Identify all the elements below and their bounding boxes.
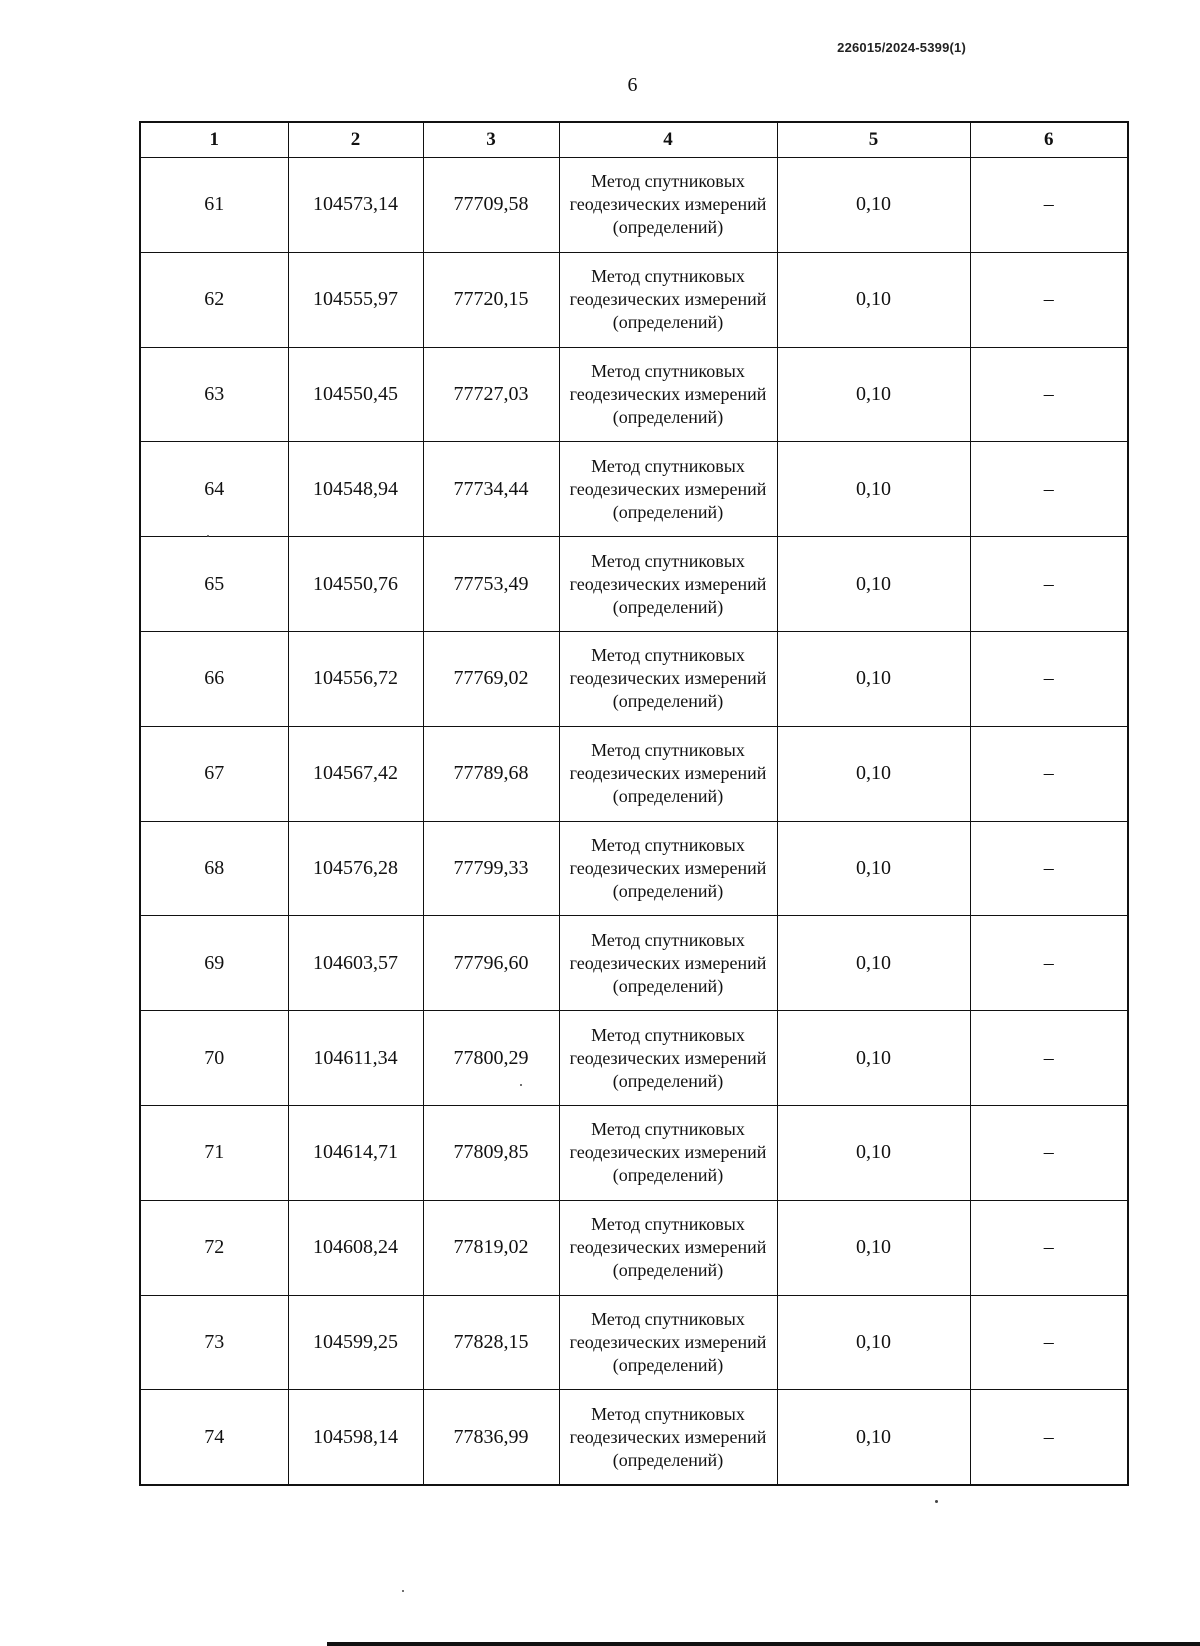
- cell-point-number: 63: [140, 347, 288, 442]
- cell-method: Метод спутниковых геодезических измерений (определений): [559, 631, 777, 726]
- cell-x-coordinate: 104550,45: [288, 347, 423, 442]
- cell-note: –: [970, 1390, 1128, 1485]
- cell-accuracy: 0,10: [777, 1011, 970, 1106]
- table-row: [140, 726, 1128, 821]
- cell-point-number: 68: [140, 821, 288, 916]
- cell-y-coordinate: 77828,15: [423, 1295, 559, 1390]
- cell-note: –: [970, 537, 1128, 632]
- cell-x-coordinate: 104599,25: [288, 1295, 423, 1390]
- cell-point-number: 66: [140, 631, 288, 726]
- cell-method: Метод спутниковых геодезических измерений (определений): [559, 1390, 777, 1485]
- table-row: [140, 347, 1128, 442]
- cell-point-number: 65: [140, 537, 288, 632]
- coordinates-table-container: [139, 121, 1127, 1486]
- page-number: 6: [627, 74, 638, 96]
- cell-point-number: 71: [140, 1105, 288, 1200]
- cell-method: Метод спутниковых геодезических измерений (определений): [559, 158, 777, 253]
- cell-method: Метод спутниковых геодезических измерений (определений): [559, 347, 777, 442]
- cell-x-coordinate: 104555,97: [288, 252, 423, 347]
- cell-method: Метод спутниковых геодезических измерений (определений): [559, 1105, 777, 1200]
- column-header-3: 3: [423, 122, 559, 158]
- cell-x-coordinate: 104603,57: [288, 916, 423, 1011]
- table-row: [140, 442, 1128, 537]
- table-row: [140, 1295, 1128, 1390]
- cell-note: –: [970, 631, 1128, 726]
- coordinates-table: [139, 121, 1129, 1486]
- cell-point-number: 61: [140, 158, 288, 253]
- cell-accuracy: 0,10: [777, 726, 970, 821]
- table-row: [140, 1105, 1128, 1200]
- cell-point-number: 74: [140, 1390, 288, 1485]
- cell-y-coordinate: 77809,85: [423, 1105, 559, 1200]
- cell-note: –: [970, 1200, 1128, 1295]
- cell-method: Метод спутниковых геодезических измерений (определений): [559, 1011, 777, 1106]
- table-row: [140, 1011, 1128, 1106]
- cell-note: –: [970, 347, 1128, 442]
- cell-accuracy: 0,10: [777, 1295, 970, 1390]
- cell-x-coordinate: 104567,42: [288, 726, 423, 821]
- cell-x-coordinate: 104556,72: [288, 631, 423, 726]
- cell-note: –: [970, 1011, 1128, 1106]
- column-header-6: 6: [970, 122, 1128, 158]
- table-row: [140, 537, 1128, 632]
- cell-point-number: 62: [140, 252, 288, 347]
- cell-x-coordinate: 104614,71: [288, 1105, 423, 1200]
- cell-point-number: 67: [140, 726, 288, 821]
- cell-x-coordinate: 104598,14: [288, 1390, 423, 1485]
- cell-y-coordinate: 77734,44: [423, 442, 559, 537]
- cell-point-number: 64: [140, 442, 288, 537]
- cell-method: Метод спутниковых геодезических измерений (определений): [559, 916, 777, 1011]
- table-row: [140, 1200, 1128, 1295]
- cell-y-coordinate: 77709,58: [423, 158, 559, 253]
- table-row: [140, 252, 1128, 347]
- scan-speck: [520, 1084, 522, 1086]
- cell-accuracy: 0,10: [777, 1105, 970, 1200]
- cell-point-number: 73: [140, 1295, 288, 1390]
- cell-point-number: 69: [140, 916, 288, 1011]
- cell-accuracy: 0,10: [777, 1200, 970, 1295]
- table-row: [140, 821, 1128, 916]
- cell-y-coordinate: 77796,60: [423, 916, 559, 1011]
- cell-x-coordinate: 104550,76: [288, 537, 423, 632]
- cell-y-coordinate: 77727,03: [423, 347, 559, 442]
- cell-x-coordinate: 104608,24: [288, 1200, 423, 1295]
- table-row: [140, 158, 1128, 253]
- cell-note: –: [970, 252, 1128, 347]
- cell-accuracy: 0,10: [777, 1390, 970, 1485]
- cell-y-coordinate: 77819,02: [423, 1200, 559, 1295]
- cell-note: –: [970, 726, 1128, 821]
- table-header-row: [140, 122, 1128, 158]
- table-row: [140, 916, 1128, 1011]
- cell-method: Метод спутниковых геодезических измерений (определений): [559, 726, 777, 821]
- column-header-5: 5: [777, 122, 970, 158]
- cell-note: –: [970, 821, 1128, 916]
- scan-speck: [207, 535, 209, 537]
- cell-accuracy: 0,10: [777, 347, 970, 442]
- cell-y-coordinate: 77836,99: [423, 1390, 559, 1485]
- cell-note: –: [970, 1105, 1128, 1200]
- table-row: [140, 1390, 1128, 1485]
- cell-accuracy: 0,10: [777, 442, 970, 537]
- cell-y-coordinate: 77769,02: [423, 631, 559, 726]
- cell-accuracy: 0,10: [777, 821, 970, 916]
- table-body: [140, 158, 1128, 1486]
- cell-x-coordinate: 104573,14: [288, 158, 423, 253]
- cell-method: Метод спутниковых геодезических измерений (определений): [559, 1295, 777, 1390]
- cell-x-coordinate: 104611,34: [288, 1011, 423, 1106]
- cell-x-coordinate: 104548,94: [288, 442, 423, 537]
- cell-method: Метод спутниковых геодезических измерений (определений): [559, 821, 777, 916]
- column-header-4: 4: [559, 122, 777, 158]
- scan-speck: [935, 1500, 938, 1503]
- table-row: [140, 631, 1128, 726]
- cell-accuracy: 0,10: [777, 158, 970, 253]
- cell-note: –: [970, 1295, 1128, 1390]
- cell-y-coordinate: 77789,68: [423, 726, 559, 821]
- document-reference-number: 226015/2024-5399(1): [837, 40, 966, 55]
- cell-method: Метод спутниковых геодезических измерений (определений): [559, 1200, 777, 1295]
- cell-x-coordinate: 104576,28: [288, 821, 423, 916]
- cell-accuracy: 0,10: [777, 631, 970, 726]
- cell-note: –: [970, 442, 1128, 537]
- cell-y-coordinate: 77799,33: [423, 821, 559, 916]
- cell-point-number: 72: [140, 1200, 288, 1295]
- scan-speck: [402, 1590, 404, 1592]
- cell-y-coordinate: 77800,29: [423, 1011, 559, 1106]
- cell-accuracy: 0,10: [777, 252, 970, 347]
- cell-accuracy: 0,10: [777, 916, 970, 1011]
- cell-y-coordinate: 77753,49: [423, 537, 559, 632]
- cell-note: –: [970, 158, 1128, 253]
- cell-accuracy: 0,10: [777, 537, 970, 632]
- cell-method: Метод спутниковых геодезических измерений (определений): [559, 252, 777, 347]
- cell-method: Метод спутниковых геодезических измерений (определений): [559, 537, 777, 632]
- scan-edge-line: [327, 1642, 1200, 1646]
- column-header-1: 1: [140, 122, 288, 158]
- column-header-2: 2: [288, 122, 423, 158]
- cell-point-number: 70: [140, 1011, 288, 1106]
- cell-y-coordinate: 77720,15: [423, 252, 559, 347]
- cell-note: –: [970, 916, 1128, 1011]
- cell-method: Метод спутниковых геодезических измерений (определений): [559, 442, 777, 537]
